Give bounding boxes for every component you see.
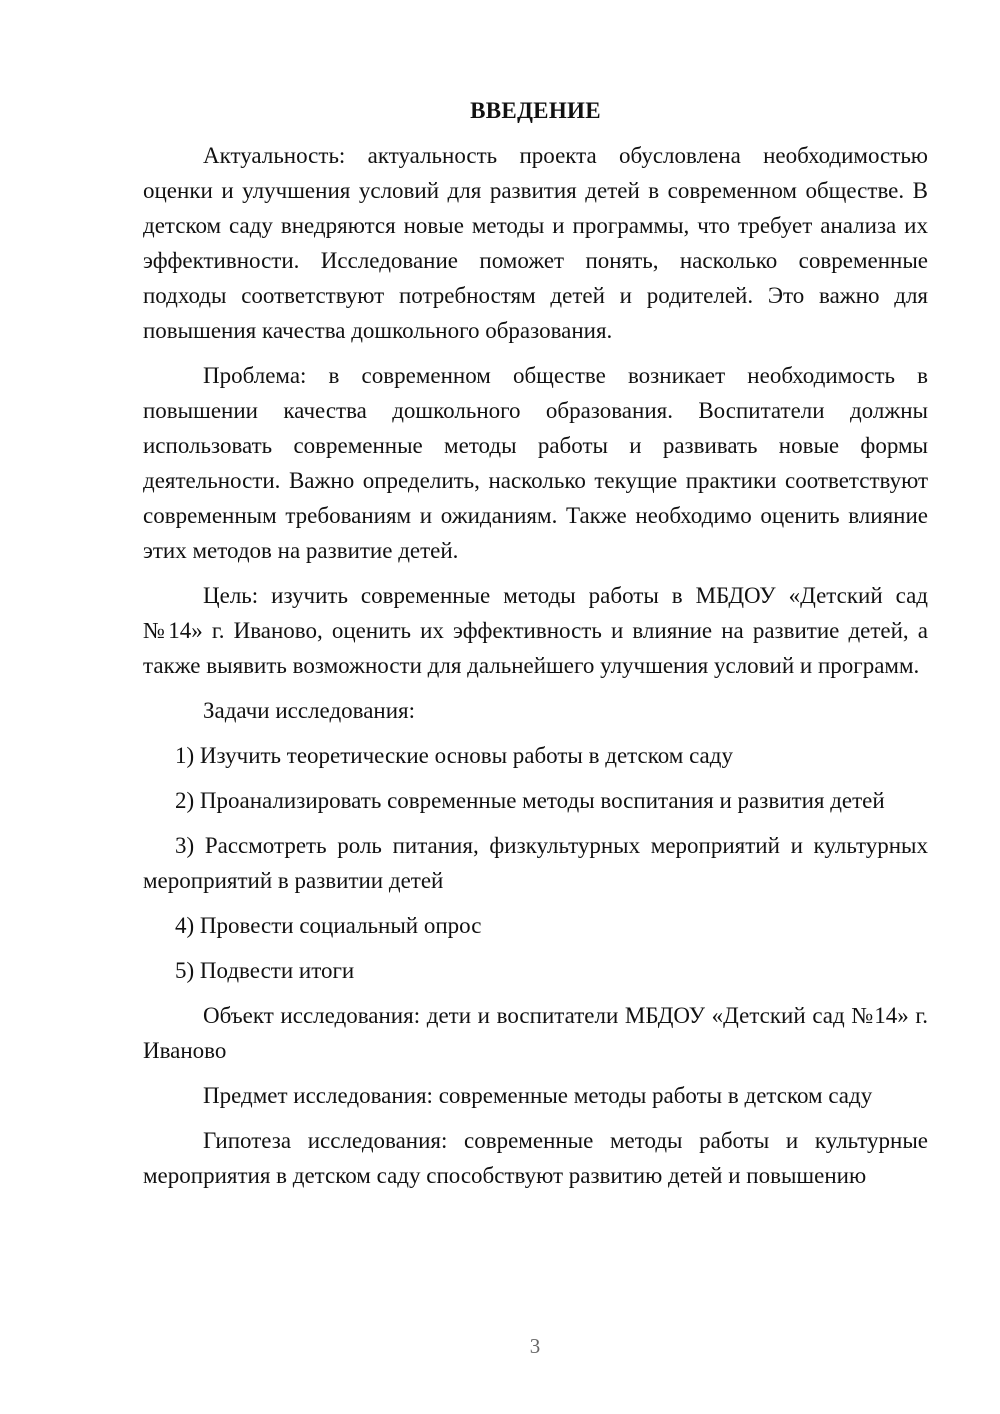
- task-item-2: 2) Проанализировать современные методы воспитания и развития детей: [175, 788, 885, 813]
- paragraph-subject: Предмет исследования: современные методы работы в детском саду: [203, 1083, 873, 1108]
- paragraph-problem: Проблема: в современном обществе возникает необходимость в повышении качества дошкольного образования. Воспитатели должны использовать современные методы работы и развивать новые формы деятельности. Важно определить, насколько текущие практики соответствуют современным требованиям и ожиданиям. Также необходимо оценить влияние этих методов на развитие детей.: [143, 363, 928, 563]
- task-item-4: 4) Провести социальный опрос: [175, 913, 482, 938]
- section-heading: ВВЕДЕНИЕ: [470, 98, 601, 123]
- paragraph-goal: Цель: изучить современные методы работы в МБДОУ «Детский сад №14» г. Иваново, оценить их эффективность и влияние на развитие детей, а также выявить возможности для дальнейшего улучшения условий и программ.: [143, 583, 928, 678]
- task-item-3: 3) Рассмотреть роль питания, физкультурных мероприятий и культурных мероприятий в развитии детей: [143, 833, 928, 893]
- paragraph-hypothesis: Гипотеза исследования: современные методы работы и культурные мероприятия в детском саду способствуют развитию детей и повышению: [143, 1128, 928, 1188]
- task-item-5: 5) Подвести итоги: [175, 958, 355, 983]
- paragraph-tasks-intro: Задачи исследования:: [203, 698, 416, 723]
- page-content: [143, 96, 928, 1203]
- paragraph-object: Объект исследования: дети и воспитатели МБДОУ «Детский сад №14» г. Иваново: [143, 1003, 928, 1063]
- task-item-1: 1) Изучить теоретические основы работы в детском саду: [175, 743, 733, 768]
- paragraph-relevance: Актуальность: актуальность проекта обусловлена необходимостью оценки и улучшения условий для развития детей в современном обществе. В детском саду внедряются новые методы и программы, что требует анализа их эффективности. Исследование поможет понять, насколько современные подходы соответствуют потребностям детей и родителей. Это важно для повышения качества дошкольного образования.: [143, 143, 928, 343]
- page-number: 3: [529, 1334, 541, 1358]
